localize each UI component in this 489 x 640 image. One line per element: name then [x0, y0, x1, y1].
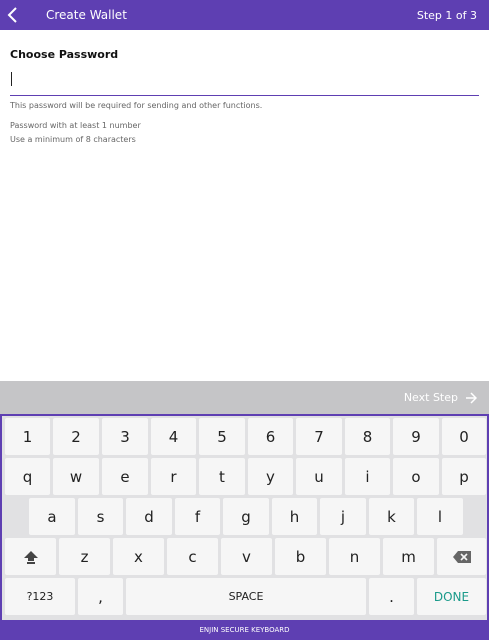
key-t[interactable]: t	[199, 458, 245, 495]
key-o[interactable]: o	[393, 458, 439, 495]
key-u[interactable]: u	[296, 458, 342, 495]
key-x[interactable]: x	[113, 538, 164, 575]
key-3[interactable]: 3	[102, 418, 148, 455]
key-1[interactable]: 1	[5, 418, 50, 455]
key-4[interactable]: 4	[151, 418, 196, 455]
key-v[interactable]: v	[221, 538, 272, 575]
keyboard-footer: ENJIN SECURE KEYBOARD	[0, 620, 489, 640]
key-j[interactable]: j	[320, 498, 366, 535]
arrow-right-icon	[465, 392, 477, 404]
key-2[interactable]: 2	[53, 418, 99, 455]
space-key[interactable]: SPACE	[126, 578, 366, 615]
key-7[interactable]: 7	[296, 418, 342, 455]
key-q[interactable]: q	[5, 458, 50, 495]
app-header	[0, 0, 489, 30]
key-5[interactable]: 5	[199, 418, 245, 455]
key-f[interactable]: f	[175, 498, 220, 535]
shift-icon	[22, 548, 40, 566]
backspace-key[interactable]	[437, 538, 486, 575]
key-g[interactable]: g	[223, 498, 269, 535]
key-9[interactable]: 9	[393, 418, 439, 455]
secure-keyboard	[0, 414, 489, 620]
password-rule-length: Use a minimum of 8 characters	[10, 135, 136, 144]
password-help-text: This password will be required for sending and other functions.	[10, 101, 263, 110]
key-i[interactable]: i	[345, 458, 390, 495]
password-form	[10, 48, 479, 144]
next-step-button[interactable]	[404, 391, 477, 404]
done-key[interactable]: DONE	[417, 578, 486, 615]
key-l[interactable]: l	[417, 498, 463, 535]
key-8[interactable]: 8	[345, 418, 390, 455]
text-cursor	[11, 72, 12, 86]
key-k[interactable]: k	[369, 498, 414, 535]
page-title: Create Wallet	[46, 8, 127, 22]
key-c[interactable]: c	[167, 538, 218, 575]
password-rule-number: Password with at least 1 number	[10, 121, 141, 130]
comma-key[interactable]: ,	[78, 578, 123, 615]
key-w[interactable]: w	[53, 458, 99, 495]
step-indicator: Step 1 of 3	[416, 8, 477, 22]
chevron-left-icon	[7, 7, 19, 23]
key-b[interactable]: b	[275, 538, 326, 575]
key-m[interactable]: m	[383, 538, 434, 575]
key-n[interactable]: n	[329, 538, 380, 575]
key-6[interactable]: 6	[248, 418, 293, 455]
symbols-key[interactable]: ?123	[5, 578, 75, 615]
backspace-icon	[452, 550, 472, 564]
key-0[interactable]: 0	[442, 418, 486, 455]
shift-key[interactable]	[5, 538, 56, 575]
key-r[interactable]: r	[151, 458, 196, 495]
password-input[interactable]	[10, 70, 479, 96]
key-s[interactable]: s	[78, 498, 123, 535]
key-z[interactable]: z	[59, 538, 110, 575]
key-p[interactable]: p	[442, 458, 486, 495]
back-button[interactable]	[0, 0, 26, 30]
key-a[interactable]: a	[29, 498, 75, 535]
next-step-bar	[0, 381, 489, 414]
key-e[interactable]: e	[102, 458, 148, 495]
key-d[interactable]: d	[126, 498, 172, 535]
next-step-label: Next Step	[403, 391, 458, 404]
period-key[interactable]: .	[369, 578, 414, 615]
key-y[interactable]: y	[248, 458, 293, 495]
key-h[interactable]: h	[272, 498, 317, 535]
password-label: Choose Password	[10, 48, 119, 61]
